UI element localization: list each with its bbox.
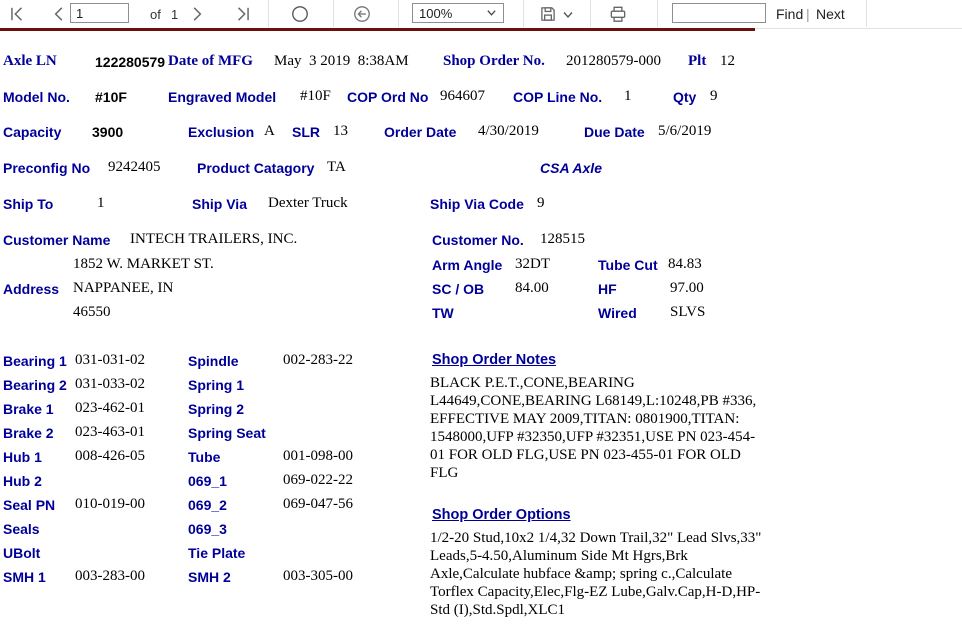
toolbar-separator [398, 0, 399, 27]
ship-to-value: 1 [97, 195, 105, 211]
part-value: 023-462-01 [75, 400, 145, 416]
wired-value: SLVS [670, 304, 706, 320]
refresh-button[interactable] [290, 4, 310, 24]
page-of-label: of [150, 7, 161, 22]
shop-order-no-label: Shop Order No. [443, 53, 545, 69]
page-total-label: 1 [171, 7, 179, 22]
part-value: 069-047-56 [283, 496, 353, 512]
find-next-divider: | [806, 6, 810, 22]
report-top-border [0, 28, 755, 31]
part-label: Seal PN [3, 497, 56, 513]
page-number-input[interactable] [70, 3, 129, 23]
cop-line-no-value: 1 [624, 88, 632, 104]
part-value: 001-098-00 [283, 448, 353, 464]
next-page-icon [188, 5, 206, 23]
plt-value: 12 [720, 53, 735, 69]
cop-ord-no-label: COP Ord No [347, 89, 429, 105]
exclusion-label: Exclusion [188, 124, 255, 140]
part-label: Brake 1 [3, 401, 54, 417]
order-date-value: 4/30/2019 [478, 123, 539, 139]
cop-line-no-label: COP Line No. [513, 89, 603, 105]
next-page-button[interactable] [188, 5, 206, 23]
save-icon [538, 4, 558, 24]
part-label: Spindle [188, 353, 239, 369]
ship-to-label: Ship To [3, 196, 54, 212]
chevron-down-icon [562, 9, 574, 21]
customer-name-label: Customer Name [3, 232, 111, 248]
toolbar-separator [866, 0, 867, 27]
toolbar-separator [268, 0, 269, 27]
model-no-label: Model No. [3, 89, 70, 105]
part-label: Hub 2 [3, 473, 42, 489]
engraved-model-label: Engraved Model [168, 89, 277, 105]
ship-via-value: Dexter Truck [268, 195, 348, 211]
refresh-icon [290, 4, 310, 24]
plt-label: Plt [688, 53, 707, 69]
cop-ord-no-value: 964607 [440, 88, 485, 104]
part-label: Tie Plate [188, 545, 246, 561]
last-page-icon [234, 5, 252, 23]
capacity-value: 3900 [92, 124, 124, 140]
chevron-down-icon [486, 6, 497, 21]
engraved-model-value: #10F [300, 88, 331, 104]
first-page-icon [8, 5, 26, 23]
qty-value: 9 [710, 88, 718, 104]
wired-label: Wired [598, 305, 637, 321]
tw-label: TW [432, 305, 454, 321]
part-label: SMH 2 [188, 569, 231, 585]
part-label: Hub 1 [3, 449, 42, 465]
part-label: Bearing 1 [3, 353, 67, 369]
back-icon [352, 4, 372, 24]
print-icon [608, 4, 628, 24]
part-value: 008-426-05 [75, 448, 145, 464]
part-label: UBolt [3, 545, 41, 561]
hf-value: 97.00 [670, 280, 704, 296]
last-page-button[interactable] [234, 5, 252, 23]
address-zip: 46550 [73, 304, 111, 320]
find-text-input[interactable] [672, 3, 766, 23]
first-page-button[interactable] [8, 5, 26, 23]
sc-ob-value: 84.00 [515, 280, 549, 296]
toolbar-separator [523, 0, 524, 27]
arm-angle-value: 32DT [515, 256, 550, 272]
part-label: Spring 1 [188, 377, 245, 393]
part-value: 003-305-00 [283, 568, 353, 584]
address-value: NAPPANEE, IN [73, 280, 174, 296]
zoom-select[interactable] [412, 3, 504, 23]
slr-value: 13 [333, 123, 348, 139]
part-value: 031-033-02 [75, 376, 145, 392]
address-line1: 1852 W. MARKET ST. [73, 256, 214, 272]
customer-no-value: 128515 [540, 231, 585, 247]
toolbar-separator [333, 0, 334, 27]
part-label: 069_2 [188, 497, 227, 513]
model-no-value: #10F [95, 89, 127, 105]
toolbar-separator [657, 0, 658, 27]
part-value: 002-283-22 [283, 352, 353, 368]
ship-via-code-label: Ship Via Code [430, 196, 524, 212]
tube-cut-value: 84.83 [668, 256, 702, 272]
order-date-label: Order Date [384, 124, 457, 140]
part-label: 069_3 [188, 521, 227, 537]
customer-no-label: Customer No. [432, 232, 524, 248]
shop-order-options-text: 1/2-20 Stud,10x2 1/4,32 Down Trail,32" Lead Slvs,33" Leads,5-4.50,Aluminum Side Mt Hgrs,Brk Axle,Calculate hubface &amp; spring c.,Calculate Torflex Capacity,Elec,Flg-EZ Lube,Galv.Cap,H-D,HP-Std (I),Std.Spdl,XLC1 [430, 530, 762, 618]
customer-name-value: INTECH TRAILERS, INC. [130, 231, 298, 247]
part-label: 069_1 [188, 473, 227, 489]
slr-label: SLR [292, 124, 320, 140]
product-catagory-label: Product Catagory [197, 160, 315, 176]
part-label: Spring Seat [188, 425, 266, 441]
toolbar-separator [590, 0, 591, 27]
back-to-parent-button[interactable] [352, 4, 372, 24]
part-value: 031-031-02 [75, 352, 145, 368]
exclusion-value: A [264, 123, 275, 139]
part-value: 010-019-00 [75, 496, 145, 512]
arm-angle-label: Arm Angle [432, 257, 503, 273]
zoom-value: 100% [419, 5, 453, 21]
print-button[interactable] [608, 4, 628, 24]
due-date-value: 5/6/2019 [658, 123, 712, 139]
preconfig-no-value: 9242405 [108, 159, 161, 175]
shop-order-notes-heading: Shop Order Notes [432, 352, 557, 368]
sc-ob-label: SC / OB [432, 281, 485, 297]
part-label: SMH 1 [3, 569, 46, 585]
previous-page-button[interactable] [50, 5, 68, 23]
part-label: Seals [3, 521, 40, 537]
part-value: 003-283-00 [75, 568, 145, 584]
export-menu-button[interactable] [562, 9, 574, 21]
hf-label: HF [598, 281, 617, 297]
part-label: Brake 2 [3, 425, 54, 441]
part-label: Bearing 2 [3, 377, 67, 393]
shop-order-notes-text: BLACK P.E.T.,CONE,BEARING L44649,CONE,BEARING L68149,L:10248,PB #336, EFFECTIVE MAY 2009,TITAN: 0801900,TITAN: 1548000,UFP #32350,UFP #32351,USE PN 023-454-01 FOR OLD FLG,USE PN 023-455-01 FOR OLD FLG [430, 375, 757, 481]
date-of-mfg-label: Date of MFG [168, 53, 253, 69]
address-label: Address [3, 281, 60, 297]
csa-axle-label: CSA Axle [540, 160, 602, 176]
part-label: Spring 2 [188, 401, 245, 417]
previous-page-icon [50, 5, 68, 23]
part-value: 069-022-22 [283, 472, 353, 488]
axle-ln-label: Axle LN [3, 53, 57, 69]
ship-via-code-value: 9 [537, 195, 545, 211]
preconfig-no-label: Preconfig No [3, 160, 91, 176]
report-toolbar [0, 0, 962, 29]
part-value: 023-463-01 [75, 424, 145, 440]
qty-label: Qty [673, 89, 697, 105]
capacity-label: Capacity [3, 124, 62, 140]
shop-order-options-heading: Shop Order Options [432, 507, 571, 523]
product-catagory-value: TA [327, 159, 346, 175]
tube-cut-label: Tube Cut [598, 257, 658, 273]
axle-ln-value: 122280579 [95, 54, 166, 70]
ship-via-label: Ship Via [192, 196, 247, 212]
date-of-mfg-value: May 3 2019 8:38AM [274, 53, 409, 69]
export-save-button[interactable] [538, 4, 558, 24]
due-date-label: Due Date [584, 124, 645, 140]
shop-order-no-value: 201280579-000 [566, 53, 661, 69]
find-next-button[interactable]: Next [816, 6, 845, 22]
part-label: Tube [188, 449, 221, 465]
find-button[interactable]: Find [776, 6, 804, 22]
